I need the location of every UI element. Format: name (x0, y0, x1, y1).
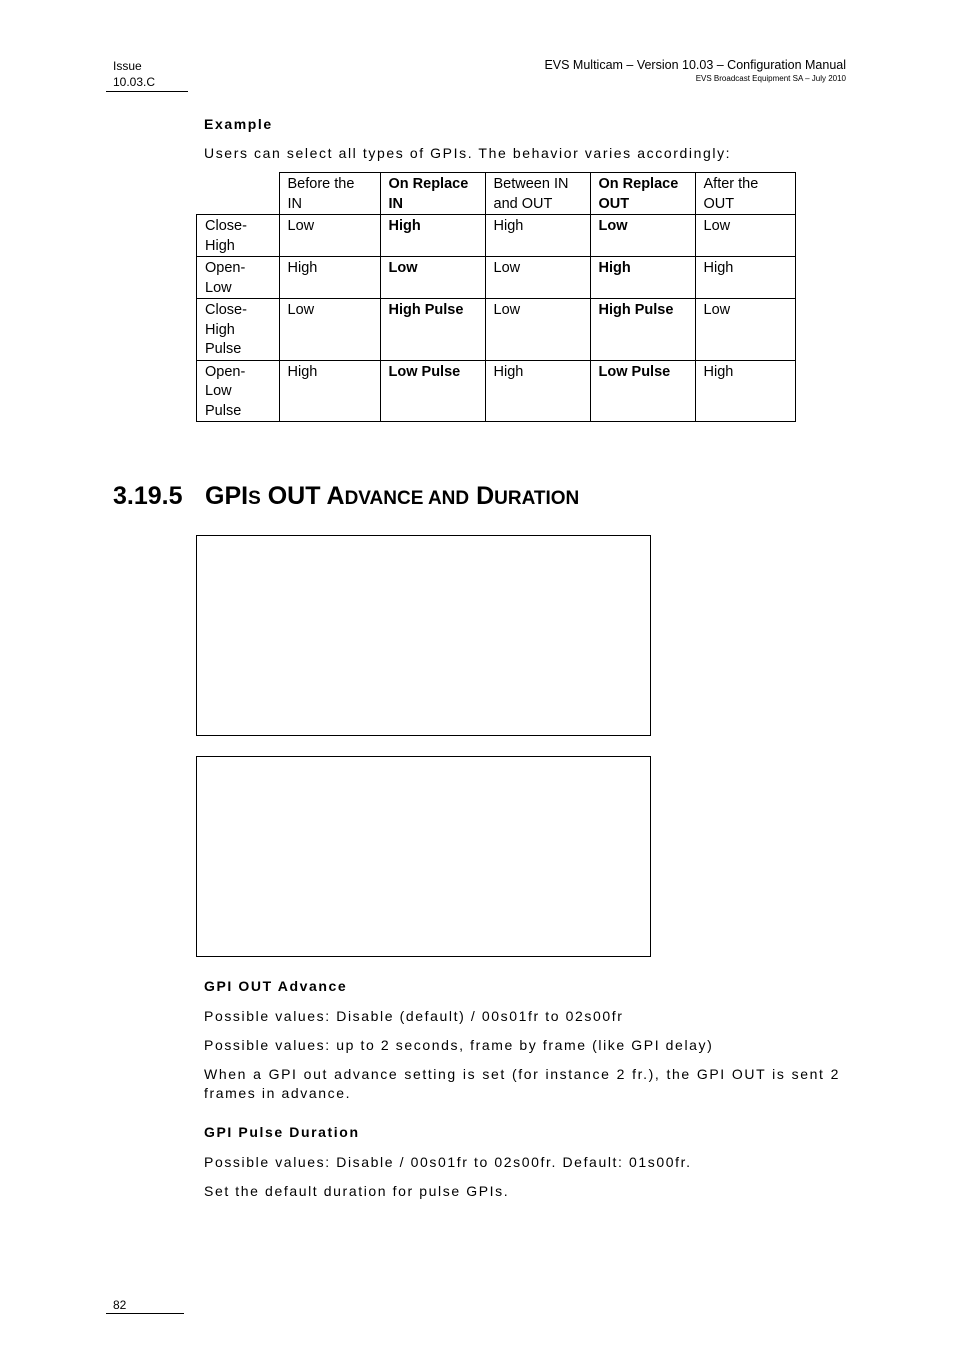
table-cell: Low (380, 257, 485, 299)
paragraph: Possible values: up to 2 seconds, frame by frame (like GPI delay) (204, 1037, 714, 1053)
footer-rule (106, 1313, 184, 1314)
table-cell: Low Pulse (590, 360, 695, 422)
section-title-part: OUT A (260, 482, 345, 510)
table-corner-cell (197, 173, 280, 215)
screenshot-placeholder (196, 756, 651, 957)
gpi-out-advance-heading: GPI OUT Advance (204, 978, 348, 994)
section-title-part: S (248, 488, 261, 509)
table-cell: Low (695, 215, 795, 257)
table-cell: High (380, 215, 485, 257)
paragraph: Possible values: Disable / 00s01fr to 02s00fr. Default: 01s00fr. (204, 1154, 692, 1170)
example-heading: Example (204, 116, 273, 132)
issue-label: Issue (113, 59, 142, 73)
table-row (197, 299, 796, 361)
section-title-part: D (469, 482, 495, 510)
header-rule (106, 91, 188, 92)
table-row (197, 215, 796, 257)
column-header: On Replace OUT (590, 173, 695, 215)
table-cell: High Pulse (590, 299, 695, 361)
section-title-part: DVANCE AND (344, 488, 470, 509)
column-header: Between IN and OUT (485, 173, 590, 215)
table-row (197, 360, 796, 422)
table-cell: Low (279, 215, 380, 257)
row-label: Open-Low Pulse (197, 360, 280, 422)
paragraph: When a GPI out advance setting is set (for instance 2 fr.), the GPI OUT is sent 2 frames in advance. (204, 1066, 840, 1101)
section-title-part: GPI (205, 482, 249, 510)
table-cell: Low (485, 299, 590, 361)
paragraph: Set the default duration for pulse GPIs. (204, 1183, 510, 1199)
table-cell: Low (485, 257, 590, 299)
row-label: Close-High (197, 215, 280, 257)
document-title: EVS Multicam – Version 10.03 – Configuration Manual (544, 58, 846, 72)
column-header: After the OUT (695, 173, 795, 215)
table-cell: High (279, 257, 380, 299)
table-header-row (197, 173, 796, 215)
row-label: Close-High Pulse (197, 299, 280, 361)
intro-text: Users can select all types of GPIs. The behavior varies accordingly: (204, 145, 732, 161)
gpi-pulse-duration-heading: GPI Pulse Duration (204, 1124, 360, 1140)
table-cell: Low (279, 299, 380, 361)
table-cell: Low Pulse (380, 360, 485, 422)
table-cell: High (695, 257, 795, 299)
document-subtitle: EVS Broadcast Equipment SA – July 2010 (695, 74, 846, 83)
table-cell: High Pulse (380, 299, 485, 361)
table-cell: Low (590, 215, 695, 257)
column-header: Before the IN (279, 173, 380, 215)
section-heading (113, 482, 579, 511)
issue-number: 10.03.C (113, 75, 156, 89)
table-cell: High (485, 360, 590, 422)
screenshot-placeholder (196, 535, 651, 736)
section-title-part: URATION (494, 488, 580, 509)
row-label: Open-Low (197, 257, 280, 299)
section-number: 3.19.5 (113, 482, 183, 510)
table-cell: High (485, 215, 590, 257)
table-cell: Low (695, 299, 795, 361)
table-cell: High (695, 360, 795, 422)
page-number: 82 (113, 1298, 127, 1312)
table-row (197, 257, 796, 299)
paragraph: Possible values: Disable (default) / 00s01fr to 02s00fr (204, 1008, 624, 1024)
column-header: On Replace IN (380, 173, 485, 215)
table-cell: High (279, 360, 380, 422)
gpi-behavior-table (196, 172, 796, 422)
header-issue-block (113, 58, 155, 90)
table-cell: High (590, 257, 695, 299)
